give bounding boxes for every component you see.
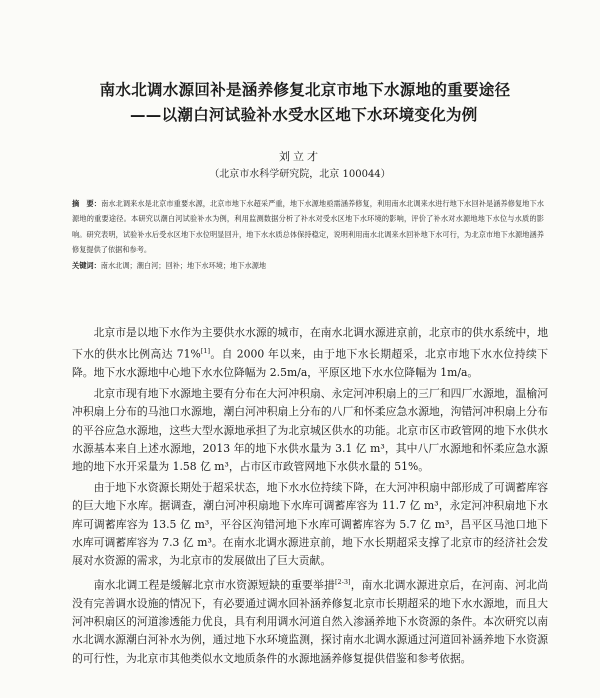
body-paragraph — [72, 479, 548, 570]
paragraph-text: 南水北调工程是缓解北京市水资源短缺的重要举措 — [93, 578, 335, 592]
paper-subtitle: ——以潮白河试验补水受水区地下水环境变化为例 — [130, 106, 478, 124]
keywords-label: 关键词： — [72, 260, 101, 270]
body-paragraph — [72, 324, 548, 382]
keywords-text: 南水北调；潮白河；回补；地下水环境；地下水源地 — [100, 260, 267, 270]
paragraph-text: 北京市现有地下水源地主要有分布在大河冲积扇、永定河冲积扇上的三厂和四厂水源地，温榆河冲积扇上分布的马池口水源地，潮白河冲积扇上分布的八厂和怀柔应急水源地，泃错河冲积扇上分布的平谷应急水源地，这些大型水源地承担了为北京城区供水的功能。北京市区市政管网的地下水供水水源基本来自上述水源地，2013 年的地下水供水量为 3.1 亿 m³，其中八厂水源地和怀柔应急水源地的地下水开采量为 1.58 亿 m³，占市区市政管网地下水供水量的 51%。 — [72, 387, 548, 474]
citation-ref: [2-3] — [334, 578, 351, 587]
body-paragraph — [72, 385, 548, 476]
citation-ref: [1] — [200, 347, 211, 356]
body-paragraph — [72, 573, 548, 668]
paper-title: 南水北调水源回补是涵养修复北京市地下水源地的重要途径 — [99, 81, 511, 99]
paragraph-text: ，南水北调水源进京后，在河南、河北尚没有完善调水设施的情况下，有必要通过调水回补涵养修复北京市长期超采的地下水水源地，而且大河冲积扇区的河道渗透能力优良，具有利用调水河道自然入渗涵养地下水资源的条件。本次研究以南水北调水源潮白河补水为例，通过地下水环境监测，探讨南水北调水源通过河道回补涵养地下水资源的可行性，为北京市其他类似水文地质条件的水源地涵养修复提供借鉴和参考依据。 — [72, 578, 549, 665]
author-name: 刘立才 — [279, 150, 321, 163]
abstract-text: 南水北调来水是北京市重要水源，北京市地下水超采严重，地下水源地亟需涵养修复，利用南水北调来水进行地下水回补是涵养修复地下水源地的重要途径。本研究以潮白河试验补水为例，利用监测数据分析了补水对受水区地下水环境的影响，评价了补水对水源地地下水位与水质的影响。研究表明，试验补水后受水区地下水位明显回升，地下水水质总体保持稳定，说明利用南水北调来水回补地下水可行，为北京市地下水源地涵养修复提供了依据和参考。 — [72, 199, 544, 255]
author-affiliation: （北京市水科学研究院，北京 100044） — [209, 169, 391, 180]
body-text — [72, 324, 548, 671]
paragraph-text: 由于地下水资源长期处于超采状态，地下水水位持续下降，在大河冲积扇中部形成了可调蓄库容的巨大地下水库。据调查，潮白河冲积扇地下水库可调蓄库容为 11.7 亿 m³，永定河冲积扇地下水库可调蓄库容为 13.5 亿 m³，平谷区泃错河地下水库可调蓄库容为 5.7 亿 m³，昌平区马池口地下水库可调蓄库容为 7.3 亿 m³。在南水北调水源进京前，地下水长期超采支撑了北京市的经济社会发展对水资源的需求，为北京市的发展做出了巨大贡献。 — [72, 481, 548, 568]
abstract-block — [72, 196, 544, 273]
abstract-label: 摘 要： — [72, 199, 102, 208]
paragraph-text: 北京市是以地下水作为主要供水水源的城市，在南水北调水源进京前，北京市的供水系统中，地下水的供水比例高达 71% — [72, 326, 548, 361]
paragraph-text: 。自 2000 年以来，由于地下水长期超采，北京市地下水水位持续下降。地下水水源地中心地下水水位降幅为 2.5m/a，平原区地下水水位降幅为 1m/a。 — [72, 347, 548, 379]
